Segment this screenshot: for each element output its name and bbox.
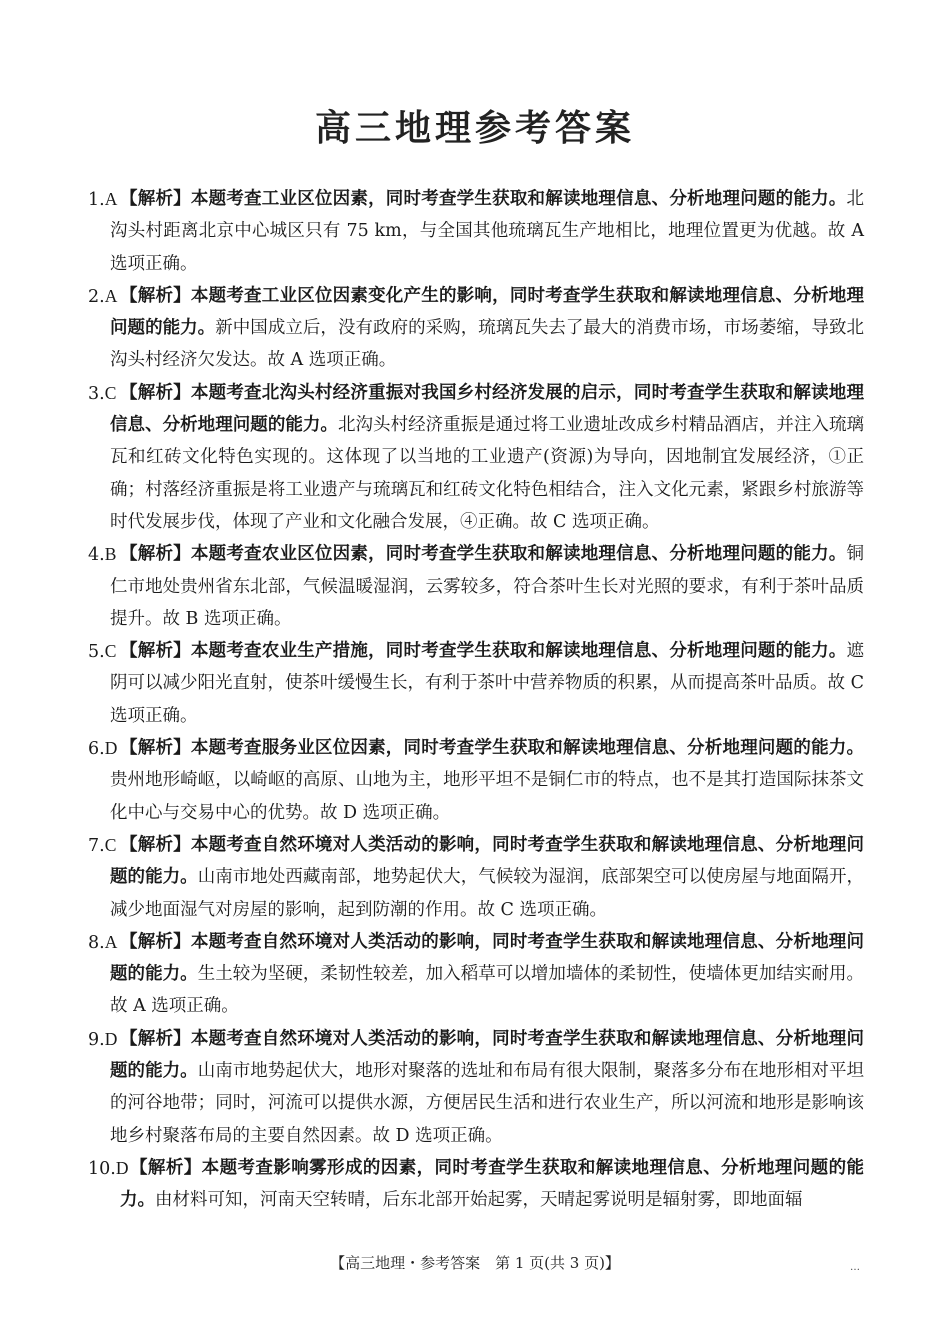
- analysis-label: 【解析】: [120, 641, 191, 662]
- analysis-text: 生土较为坚硬，柔韧性较差，加入稻草可以增加墙体的柔韧性，使墙体更加结实耐用。故 A 选项正确。: [110, 964, 865, 1017]
- answer-list: [88, 183, 864, 1217]
- answer-item-6: [88, 732, 864, 829]
- item-number: 7.C: [88, 834, 117, 856]
- analysis-text: 北沟头村距离北京中心城区只有 75 km，与全国其他琉璃瓦生产地相比，地理位置更为优越。故 A 选项正确。: [110, 189, 865, 274]
- answer-item-4: [88, 538, 864, 635]
- answer-item-7: [88, 829, 864, 926]
- analysis-intro: 本题考查北沟头村经济重振对我国乡村经济发展的启示，同时考查学生获取和解读地理信息、分析地理问题的能力。: [110, 382, 865, 436]
- answer-item-2: [88, 280, 864, 377]
- analysis-text: 山南市地处西藏南部，地势起伏大，气候较为湿润，底部架空可以使房屋与地面隔开，减少地面湿气对房屋的影响，起到防潮的作用。故 C 选项正确。: [110, 867, 865, 920]
- page-footer: 【高三地理・参考答案 第 1 页(共 3 页)】: [330, 1254, 620, 1272]
- analysis-intro: 本题考查服务业区位因素，同时考查学生获取和解读地理信息、分析地理问题的能力。: [190, 738, 865, 759]
- analysis-intro: 本题考查工业区位因素变化产生的影响，同时考查学生获取和解读地理信息、分析地理问题的能力。: [110, 285, 865, 339]
- analysis-label: 【解析】: [120, 544, 191, 565]
- item-number: 10.D: [88, 1157, 129, 1179]
- analysis-label: 【解析】: [120, 1028, 191, 1049]
- analysis-text: 北沟头村经济重振是通过将工业遗址改成乡村精品酒店，并注入琉璃瓦和红砖文化特色实现的。这体现了以当地的工业遗产(资源)为导向，因地制宜发展经济，①正确；村落经济重振是将工业遗产与琉璃瓦和红砖文化特色相结合，注入文化元素，紧跟乡村旅游等时代发展步伐，体现了产业和文化融合发展，④正确。故 C 选项正确。: [110, 415, 865, 532]
- answer-letter: A: [104, 189, 118, 209]
- item-number: 9.D: [88, 1028, 118, 1050]
- answer-letter: B: [104, 544, 117, 565]
- analysis-text: 山南市地势起伏大，地形对聚落的选址和布局有很大限制，聚落多分布在地形相对平坦的河谷地带；同时，河流可以提供水源，方便居民生活和进行农业生产，所以河流和地形是影响该地乡村聚落布局的主要自然因素。故 D 选项正确。: [110, 1061, 865, 1146]
- analysis-label: 【解析】: [130, 1157, 202, 1178]
- analysis-label: 【解析】: [120, 931, 191, 952]
- analysis-intro: 本题考查自然环境对人类活动的影响，同时考查学生获取和解读地理信息、分析地理问题的能力。: [110, 931, 865, 985]
- item-number: 2.A: [88, 285, 118, 307]
- analysis-intro: 本题考查影响雾形成的因素，同时考查学生获取和解读地理信息、分析地理问题的能力。: [120, 1157, 865, 1211]
- analysis-text: 新中国成立后，没有政府的采购，琉璃瓦失去了最大的消费市场，市场萎缩，导致北沟头村经济欠发达。故 A 选项正确。: [110, 318, 865, 371]
- item-number: 3.C: [88, 382, 117, 404]
- answer-letter: C: [104, 641, 117, 662]
- item-number: 1.A: [88, 189, 118, 210]
- analysis-text: 铜仁市地处贵州省东北部，气候温暖湿润，云雾较多，符合茶叶生长对光照的要求，有利于茶叶品质提升。故 B 选项正确。: [110, 544, 865, 629]
- analysis-label: 【解析】: [120, 285, 191, 306]
- page-title: 高三地理参考答案: [314, 108, 635, 149]
- analysis-text: 贵州地形崎岖，以崎岖的高原、山地为主，地形平坦不是铜仁市的特点，也不是其打造国际抹茶文化中心与交易中心的优势。故 D 选项正确。: [110, 770, 864, 823]
- analysis-text: 遮阴可以减少阳光直射，使茶叶缓慢生长，有利于茶叶中营养物质的积累，从而提高茶叶品质。故 C 选项正确。: [110, 641, 865, 726]
- answer-letter: D: [104, 738, 118, 759]
- item-number: 8.A: [88, 931, 118, 953]
- answer-letter: A: [104, 931, 118, 952]
- analysis-intro: 本题考查工业区位因素，同时考查学生获取和解读地理信息、分析地理问题的能力。: [190, 189, 847, 209]
- answer-letter: C: [104, 834, 117, 855]
- analysis-intro: 本题考查自然环境对人类活动的影响，同时考查学生获取和解读地理信息、分析地理问题的能力。: [110, 1028, 865, 1082]
- answer-item-5: [88, 635, 864, 732]
- item-number: 4.B: [88, 544, 117, 566]
- analysis-label: 【解析】: [120, 189, 191, 209]
- answer-letter: A: [104, 285, 118, 306]
- analysis-text: 由材料可知，河南天空转晴，后东北部开始起雾，天晴起雾说明是辐射雾，即地面辐: [155, 1190, 803, 1211]
- analysis-intro: 本题考查农业区位因素，同时考查学生获取和解读地理信息、分析地理问题的能力。: [190, 544, 847, 565]
- answer-item-9: [88, 1023, 864, 1152]
- answer-letter: C: [104, 382, 117, 403]
- answer-letter: D: [104, 1028, 118, 1049]
- answer-item-3: [88, 377, 864, 538]
- answer-item-10: [88, 1152, 864, 1217]
- corner-mark: …: [850, 1262, 860, 1273]
- item-number: 5.C: [88, 641, 117, 663]
- answer-letter: D: [115, 1157, 129, 1178]
- analysis-label: 【解析】: [120, 834, 191, 855]
- answer-item-1: [88, 183, 864, 280]
- analysis-intro: 本题考查自然环境对人类活动的影响，同时考查学生获取和解读地理信息、分析地理问题的能力。: [110, 834, 865, 888]
- analysis-intro: 本题考查农业生产措施，同时考查学生获取和解读地理信息、分析地理问题的能力。: [190, 641, 847, 662]
- answer-item-8: [88, 926, 864, 1023]
- analysis-label: 【解析】: [120, 738, 191, 759]
- analysis-label: 【解析】: [120, 382, 191, 403]
- item-number: 6.D: [88, 738, 118, 760]
